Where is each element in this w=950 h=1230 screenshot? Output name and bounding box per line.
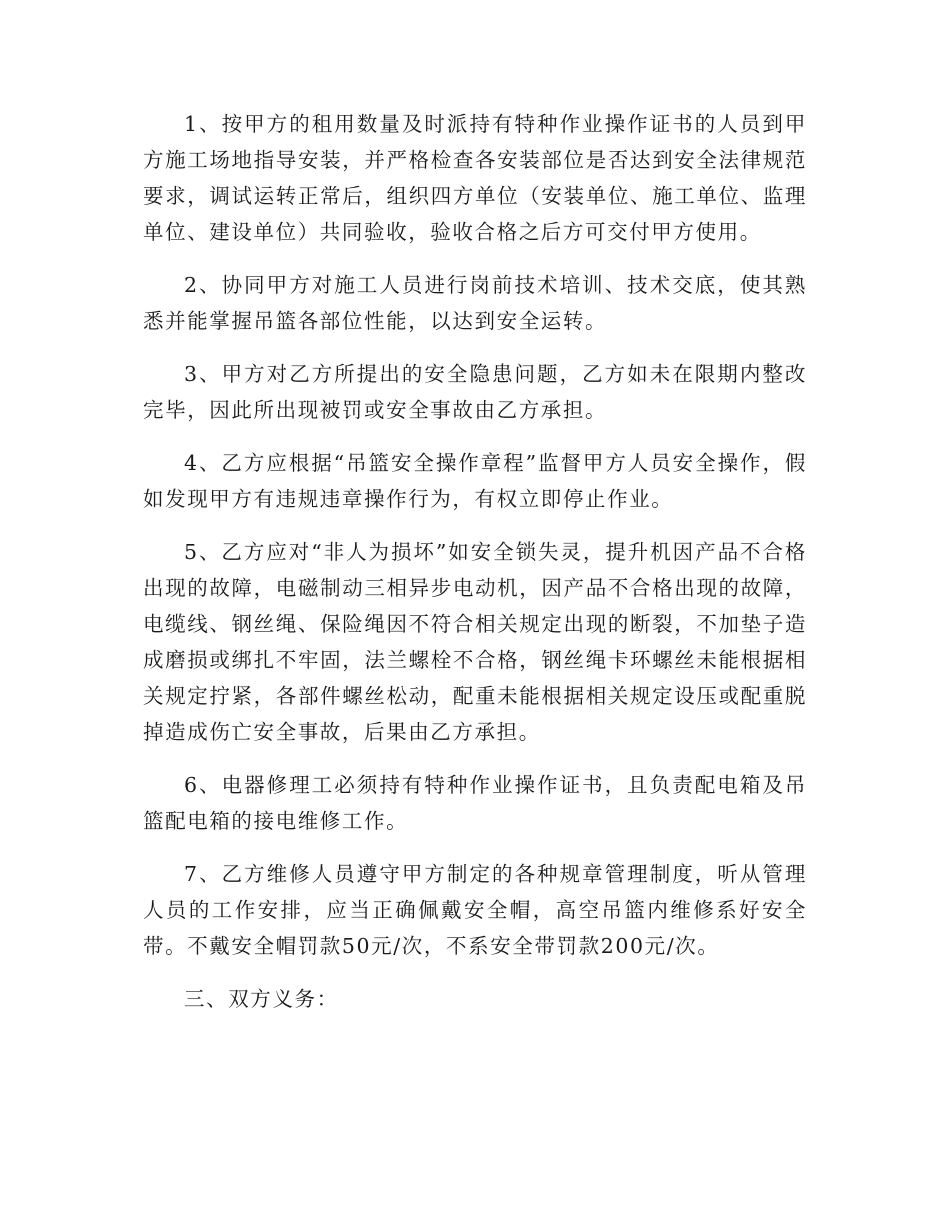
document-body <box>143 106 807 1034</box>
clause-3-paragraph: 3、甲方对乙方所提出的安全隐患问题，乙方如未在限期内整改完毕，因此所出现被罚或安全事故由乙方承担。 <box>143 362 807 422</box>
clause-6-paragraph: 6、电器修理工必须持有特种作业操作证书，且负责配电箱及吊篮配电箱的接电维修工作。 <box>143 773 807 833</box>
clause-2-paragraph: 2、协同甲方对施工人员进行岗前技术培训、技术交底，使其熟悉并能掌握吊篮各部位性能，以达到安全运转。 <box>143 273 807 333</box>
clause-5-paragraph: 5、乙方应对“非人为损坏”如安全锁失灵，提升机因产品不合格出现的故障，电磁制动三相异步电动机，因产品不合格出现的故障，电缆线、钢丝绳、保险绳因不符合相关规定出现的断裂，不加垫子造成磨损或绑扎不牢固，法兰螺栓不合格，钢丝绳卡环螺丝未能根据相关规定拧紧，各部件螺丝松动，配重未能根据相关规定设压或配重脱掉造成伤亡安全事故，后果由乙方承担。 <box>143 540 807 744</box>
clause-4-paragraph: 4、乙方应根据“吊篮安全操作章程”监督甲方人员安全操作，假如发现甲方有违规违章操作行为，有权立即停止作业。 <box>143 451 807 511</box>
clause-7-paragraph: 7、乙方维修人员遵守甲方制定的各种规章管理制度，听从管理人员的工作安排，应当正确佩戴安全帽，高空吊篮内维修系好安全带。不戴安全帽罚款50元/次，不系安全带罚款200元/次。 <box>143 862 807 958</box>
section-heading-mutual-obligations: 三、双方义务： <box>184 987 339 1011</box>
clause-1-paragraph: 1、按甲方的租用数量及时派持有特种作业操作证书的人员到甲方施工场地指导安装，并严格检查各安装部位是否达到安全法律规范要求，调试运转正常后，组织四方单位（安装单位、施工单位、监理单位、建设单位）共同验收，验收合格之后方可交付甲方使用。 <box>143 112 807 244</box>
